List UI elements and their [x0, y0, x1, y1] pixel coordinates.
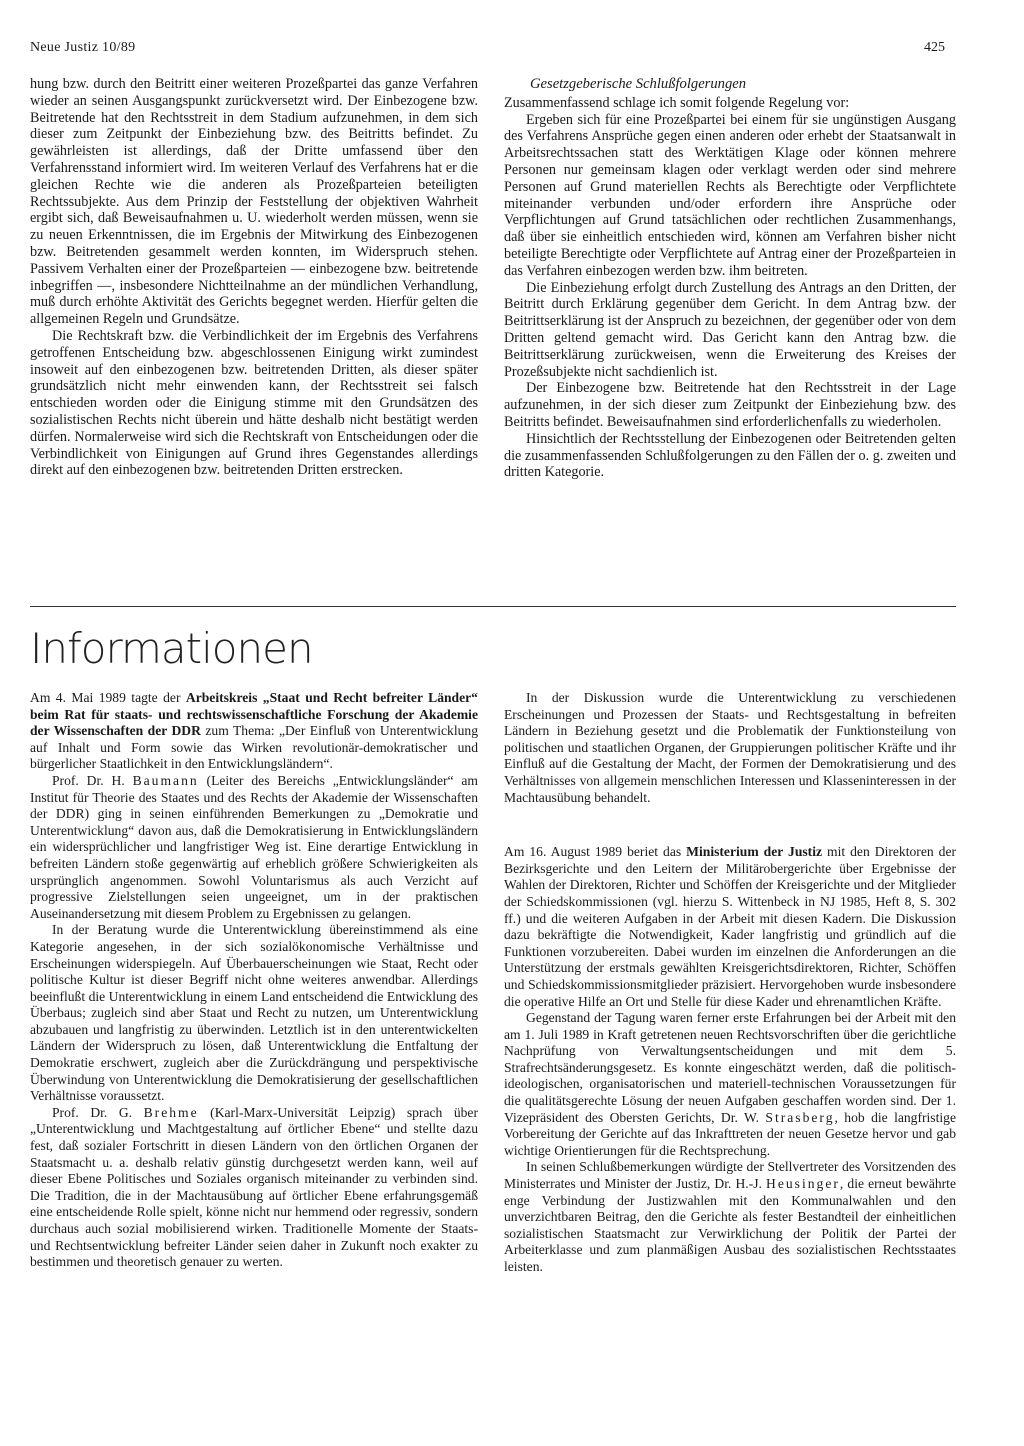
journal-header: Neue Justiz 10/89: [30, 40, 136, 55]
paragraph: hung bzw. durch den Beitritt einer weiteren Prozeßpartei das ganze Verfahren wieder an seinen Ausgangspunkt zurückversetzt wird. Der Einbezogene bzw. Beitretende hat den Rechtsstreit in dem Stadium aufzunehmen, in dem sich dieser zum Zeitpunkt der Einbeziehung bzw. des Beitritts befindet. Zu gewährleisten ist allerdings, daß der Dritte umfassend über den Verfahrensstand informiert wird. Im weiteren Verlauf des Verfahrens hat er die gleichen Rechte wie die anderen als Prozeßparteien beteiligten Rechtssubjekte. Aus dem Prinzip der Feststellung der objektiven Wahrheit ergibt sich, daß Beweisaufnahmen u. U. wiederholt werden müssen, wenn sie zu neuen Erkenntnissen, die im Ergebnis der Mitwirkung des Einbezogenen bzw. Beitretenden gesammelt werden konnten, im Widerspruch stehen. Passivem Verhalten einer der Prozeßparteien — einbezogene bzw. beitretende inbegriffen —, insbesondere Nichtteilnahme an der mündlichen Verhandlung, muß durch erhöhte Aktivität des Gerichts begegnet werden. Hierfür gelten die allgemeinen Regeln und Grundsätze.: [30, 76, 478, 328]
paragraph: Ergeben sich für eine Prozeßpartei bei einem für sie ungünstigen Ausgang des Verfahrens Ansprüche gegen einen anderen oder erhebt der Staatsanwalt in Arbeitsrechtssachen statt des Werktätigen Klage oder können mehrere Personen nur gemeinsam klagen oder verklagt werden oder sind mehrere Personen auf Grund materiellen Rechts als Berechtigte oder Verpflichtete miteinander verbunden und/oder erfordern ihre Ansprüche oder Verpflichtungen auf Grund tatsächlichen oder rechtlichen Zusammenhangs, daß über sie einheitlich entschieden wird, können am Verfahren bisher nicht beteiligte Berechtigte oder Verpflichtete auf Antrag einer der Prozeßparteien in das Verfahren einbezogen werden bzw. ihm beitreten.: [504, 111, 956, 279]
top-left-column: [30, 76, 478, 479]
paragraph: Am 16. August 1989 beriet das Ministerium der Justiz mit den Direktoren der Bezirksgerichte und den Leitern der Militärobergerichte über Ergebnisse der Wahlen der Direktoren, Richter und Schöffen der Kreisgerichte und der Mitglieder der Schiedskommissionen (vgl. hierzu S. Wittenbeck in NJ 1985, Heft 8, S. 302 ff.) und die weiteren Aufgaben in der Arbeit mit diesen Kadern. Die Diskussion dazu bekräftigte die Notwendigkeit, Kader langfristig und gründlich auf die Funktionen vorzubereiten. Dabei wurden im einzelnen die Anforderungen an die Unterstützung der erstmals gewählten Kreisgerichtsdirektoren, Richter, Schöffen und Schiedskommissionsmitglieder präzisiert. Hervorgehoben wurde insbesondere die operative Hilfe an Ort und Stelle für diese Kader und ehrenamtlichen Kräfte.: [504, 844, 956, 1009]
section-divider: [30, 606, 956, 607]
paragraph: Die Rechtskraft bzw. die Verbindlichkeit der im Ergebnis des Verfahrens getroffenen Entscheidung bzw. abgeschlossenen Einigung wirkt zumindest insoweit auf den einbezogenen bzw. beitretenden Dritten, als dieser später grundsätzlich nicht mehr einwenden kann, der Rechtsstreit sei falsch entschieden worden oder die Einigung stimme mit den Grundsätzen des sozialistischen Rechts nicht überein und hätte deshalb nicht bestätigt werden dürfen. Normalerweise wird sich die Rechtskraft von Entscheidungen oder die Verbindlichkeit von Einigungen auf Grund ihres Gegenstandes allerdings direkt auf den einbezogenen bzw. beitretenden Dritten erstrecken.: [30, 327, 478, 479]
paragraph: Prof. Dr. G. Brehme (Karl-Marx-Universität Leipzig) sprach über „Unterentwicklung und Machtgestaltung auf örtlicher Ebene“ und stellte dazu fest, daß sozialer Fortschritt in diesen Ländern von den örtlichen Organen der Staatsmacht u. a. deshalb relativ günstig durchgesetzt werden kann, weil auf dieser Ebene Politisches und Soziales organisch miteinander zu verbinden sind. Die Tradition, die in der Machtausübung auf örtlicher Ebene erfahrungsgemäß eine entscheidende Rolle spielt, könne nicht nur hemmend oder regressiv, sondern durchaus auch sozial mobilisierend wirken. Traditionelle Momente der Staats- und Rechtsentwicklung befreiter Länder seien daher in Zukunft noch exakter zu bestimmen und theoretisch genauer zu werten.: [30, 1104, 478, 1270]
paragraph: In der Beratung wurde die Unterentwicklung übereinstimmend als eine Kategorie angesehen, in der sich sozialökonomische Verhältnisse und Erscheinungen widerspiegeln. Auf Überbauerscheinungen wie Staat, Recht oder politische Kultur ist dieser Begriff nicht ohne weiteres anwendbar. Allerdings beeinflußt die Unterentwicklung in einem Land entscheidend die Entwicklung des Überbaus; zugleich sind aber Staat und Recht zu nutzen, um Unterentwicklung abzubauen und langfristig zu überwinden. Letztlich ist in den unterentwickelten Ländern der Widerspruch zu lösen, daß Unterentwicklung die Entfaltung der Demokratie erschwert, zugleich aber die Zurückdrängung und perspektivische Überwindung von Unterentwicklung die Demokratisierung der gesellschaftlichen Verhältnisse voraussetzt.: [30, 922, 478, 1104]
page-number: 425: [924, 40, 945, 55]
paragraph: Zusammenfassend schlage ich somit folgende Regelung vor:: [504, 94, 850, 111]
paragraph: In der Diskussion wurde die Unterentwicklung zu verschiedenen Erscheinungen und Prozessen der Staats- und Rechtsgestaltung in befreiten Ländern in Beziehung gesetzt und die Problematik der Funktionsteilung von politischen und staatlichen Organen, der Gruppierungen politischer Kräfte und ihr Einfluß auf die Gestaltung der Macht, der Formen der Demokratisierung und des Verhältnisses von allgemein menschlichen Interessen und Klasseninteressen in der Machtausübung behandelt.: [504, 690, 956, 805]
paragraph: Prof. Dr. H. Baumann (Leiter des Bereichs „Entwicklungsländer“ am Institut für Theorie des Staates und des Rechts der Akademie der Wissenschaften der DDR) ging in seinen einführenden Bemerkungen zu „Demokratie und Unterentwicklung“ davon aus, daß die Demokratisierung in Entwicklungsländern ein widersprüchlicher und langfristiger Weg ist. Eine derartige Entwicklung in befreiten Ländern stoße gegenwärtig auf erheblich größere Schwierigkeiten als ursprünglich angenommen. Sowohl Voluntarismus als auch Verzicht auf progressive Zielstellungen seien ungeeignet, um in der praktischen Auseinandersetzung mit diesem Problem zu Ergebnissen zu gelangen.: [30, 772, 478, 921]
top-right-column: [504, 76, 956, 481]
section-title: Informationen: [30, 624, 313, 673]
paragraph: Am 4. Mai 1989 tagte der Arbeitskreis „Staat und Recht befreiter Länder“ beim Rat für staats- und rechtswissenschaftliche Forschung der Akademie der Wissenschaften der DDR zum Thema: „Der Einfluß von Unterentwicklung auf Inhalt und Form sowie das Wirken revolutionär-demokratischer und bürgerlicher Staatlichkeit in den Entwicklungsländern“.: [30, 690, 479, 772]
paragraph: Der Einbezogene bzw. Beitretende hat den Rechtsstreit in der Lage aufzunehmen, in der sich dieser zum Zeitpunkt der Einbeziehung bzw. des Beitritts befindet. Beweisaufnahmen sind erforderlichenfalls zu wiederholen.: [504, 380, 956, 430]
bottom-right-column: [504, 690, 956, 1276]
bottom-left-column: [30, 690, 478, 1271]
paragraph: In seinen Schlußbemerkungen würdigte der Stellvertreter des Vorsitzenden des Ministerrates und Minister der Justiz, Dr. H.-J. Heusinger, die erneut bewährte enge Verbindung der Justizwahlen mit den Kommunalwahlen und den unverzichtbaren Beitrag, den die Gerichte als fester Bestandteil der einheitlichen sozialistischen Staatsmacht zur Verwirklichung der Politik der Partei der Arbeiterklasse und zum planmäßigen Ausbau des sozialistischen Rechtsstaates leisten.: [504, 1159, 956, 1274]
paragraph: Die Einbeziehung erfolgt durch Zustellung des Antrags an den Dritten, der Beitritt durch Erklärung gegenüber dem Gericht. In dem Antrag bzw. der Beitrittserklärung ist der Anspruch zu bezeichnen, der gegenüber oder von dem Dritten geltend gemacht wird. Das Gericht kann den Antrag bzw. die Beitrittserklärung zurückweisen, wenn die Erweiterung des Kreises der Prozeßsubjekte nicht sachdienlich ist.: [504, 279, 956, 380]
paragraph: Hinsichtlich der Rechtsstellung der Einbezogenen oder Beitretenden gelten die zusammenfassenden Schlußfolgerungen zu den Fällen der o. g. zweiten und dritten Kategorie.: [504, 430, 956, 481]
paragraph: Gegenstand der Tagung waren ferner erste Erfahrungen bei der Arbeit mit den am 1. Juli 1989 in Kraft getretenen neuen Rechtsvorschriften über die gerichtliche Nachprüfung von Verwaltungsentscheidungen und mit dem 5. Strafrechtsänderungsgesetz. Es konnte eingeschätzt werden, daß die politisch-ideologischen, organisatorischen und materiell-technischen Voraussetzungen für die qualitätsgerechte Lösung der neuen Aufgaben geschaffen worden sind. Der 1. Vizepräsident des Obersten Gerichts, Dr. W. Strasberg, hob die langfristige Vorbereitung der Gerichte auf das Inkrafttreten der neuen Gesetze hervor und gab wichtige Orientierungen für die Rechtsprechung.: [504, 1010, 956, 1158]
subheading: Gesetzgeberische Schlußfolgerungen: [530, 76, 747, 92]
